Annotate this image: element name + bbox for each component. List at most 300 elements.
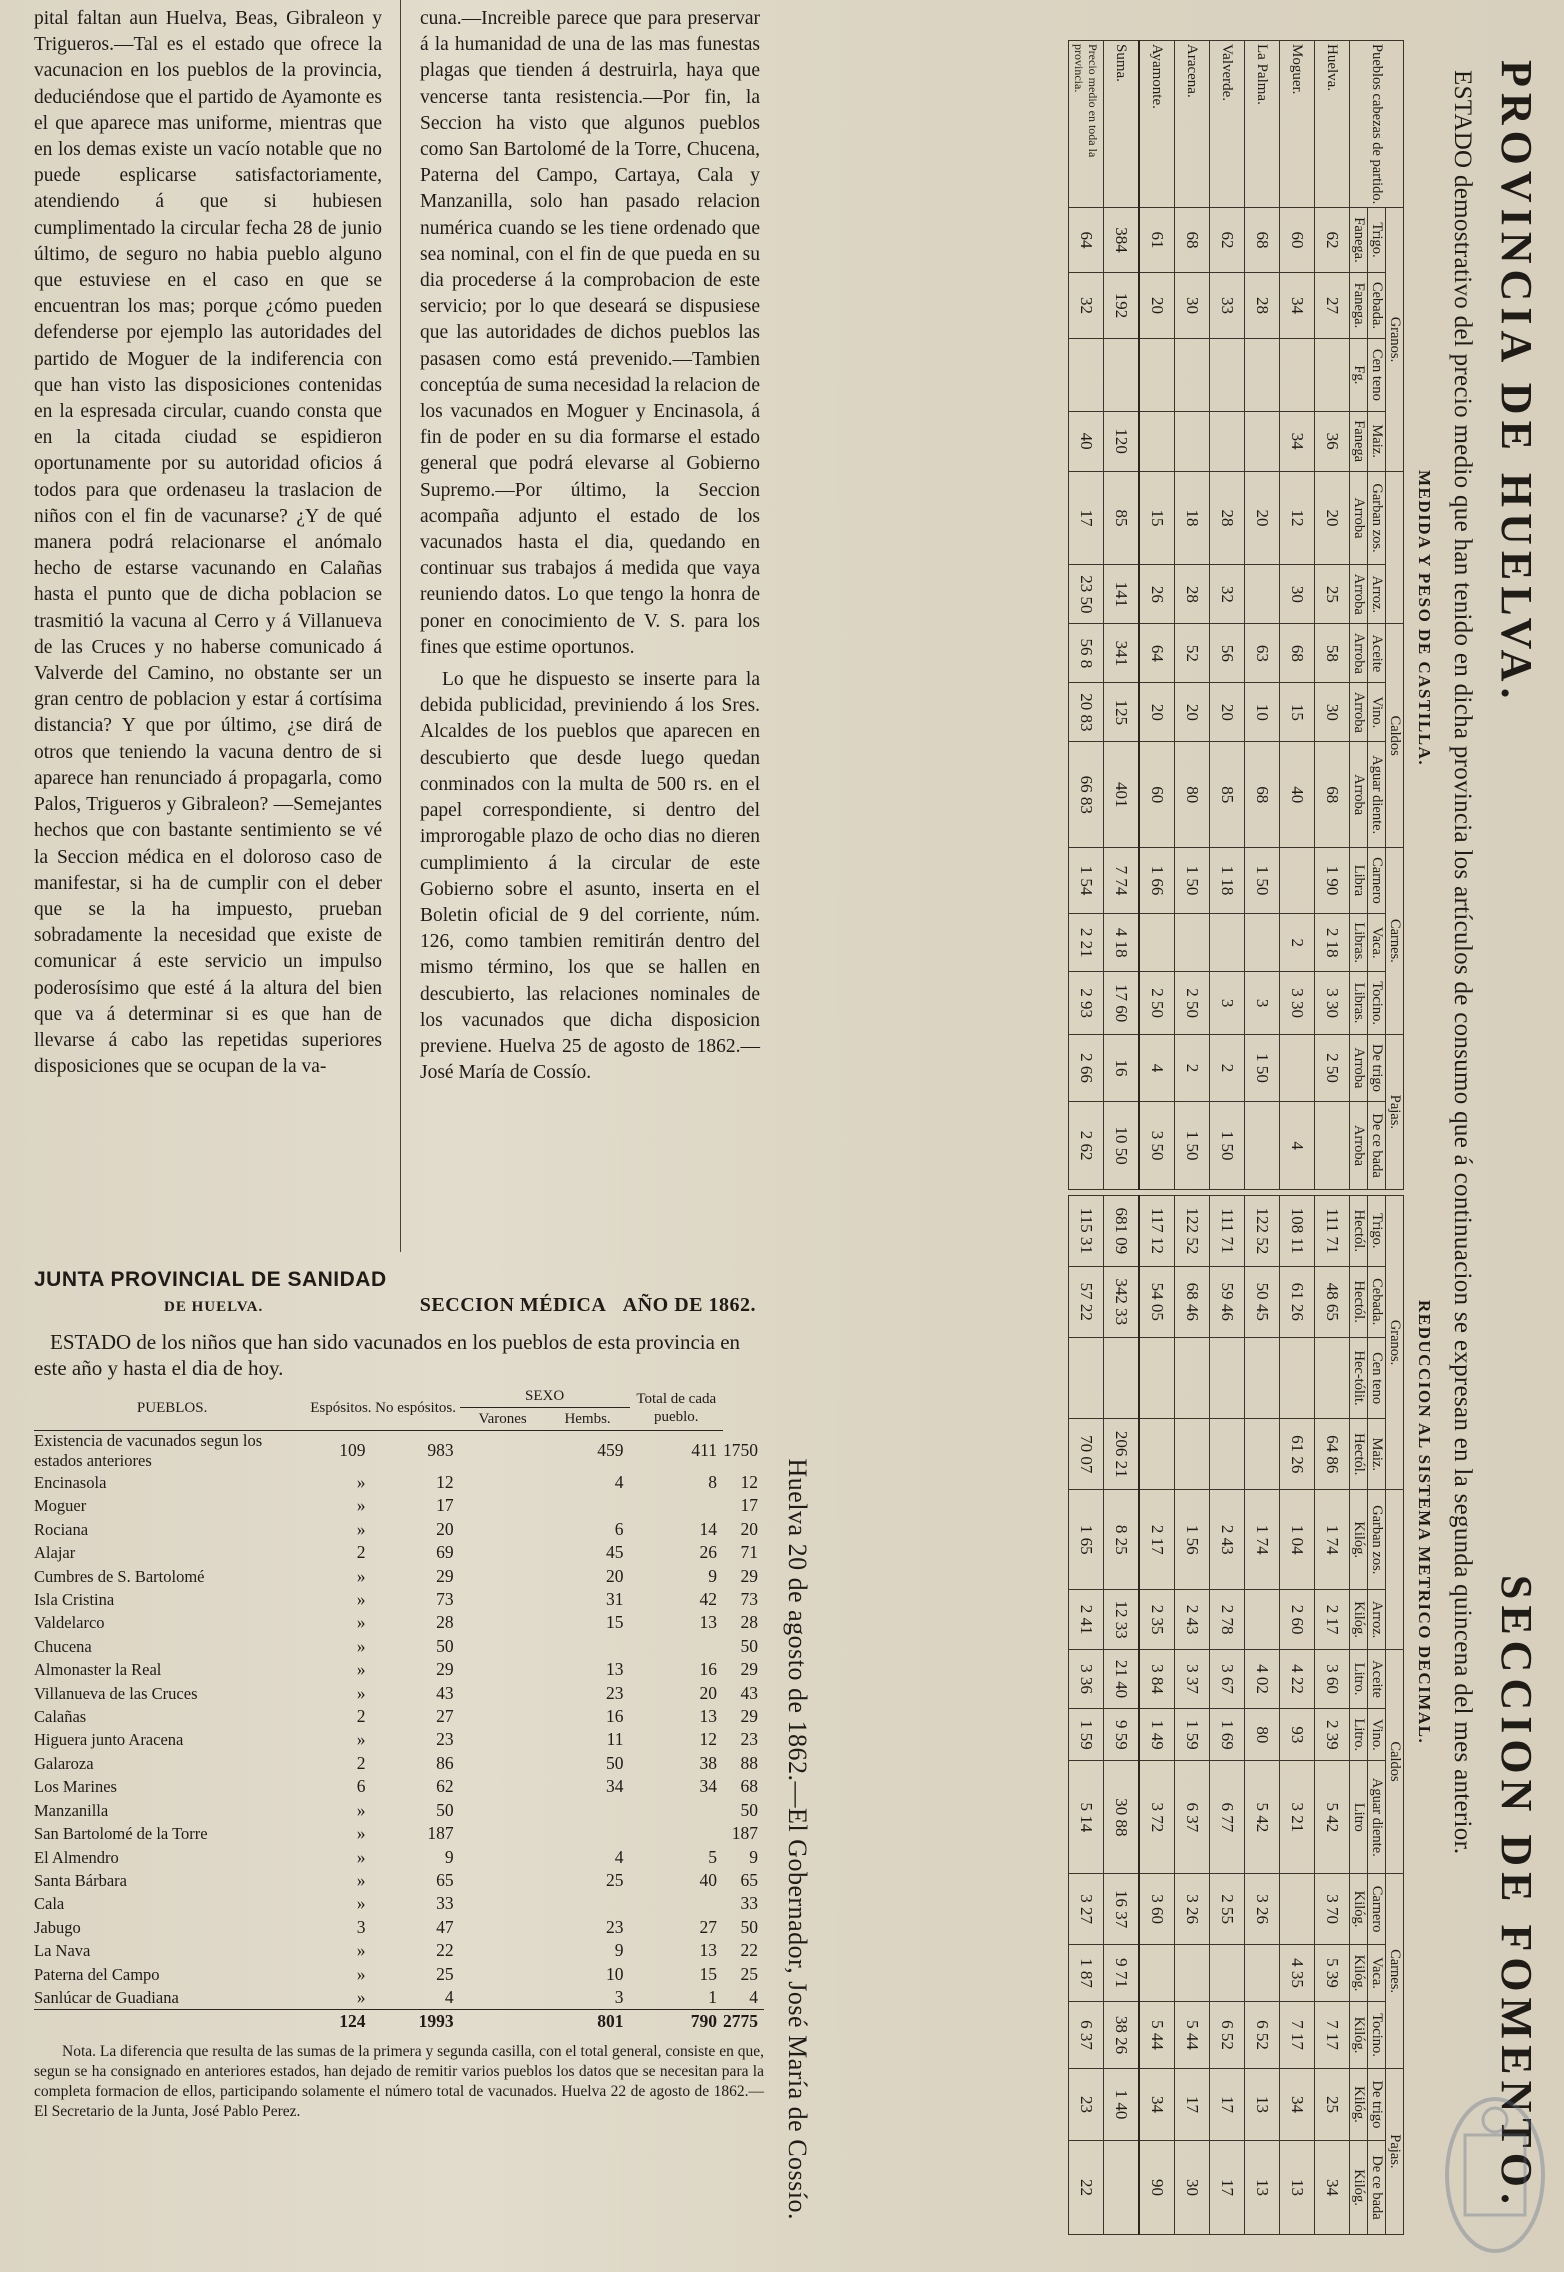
price-cell: 30	[1280, 565, 1315, 624]
estado-heading: ESTADO de los niños que han sido vacunados en los pueblos de esta provincia en este año y hasta el dia de hoy.	[34, 1330, 741, 1380]
th-group-granos: Granos.	[1386, 208, 1404, 471]
th-unit: Arroba	[1350, 624, 1368, 683]
th-col: Trigo.	[1368, 1196, 1386, 1267]
th-unit: Arroba	[1350, 683, 1368, 742]
price-cell: 26	[1139, 565, 1175, 624]
price-cell: 7 17	[1280, 2002, 1315, 2069]
exp-cell: »	[356, 1799, 366, 1820]
th-unit: Arroba	[1350, 565, 1368, 624]
pueblo-cell: Valverde.	[1210, 41, 1245, 208]
hem-cell: 13	[699, 1706, 717, 1727]
decimal-body	[1069, 1196, 1350, 2235]
exp-cell: »	[356, 1589, 366, 1610]
price-cell	[1210, 913, 1245, 972]
price-cell: 1 50	[1210, 1102, 1245, 1190]
suma-cell: 681 09	[1104, 1196, 1140, 1267]
price-cell: 62	[1210, 208, 1245, 272]
medio-cell	[1069, 339, 1104, 411]
price-cell	[1315, 339, 1350, 411]
pueblo-cell: Santa Bárbara	[34, 1870, 127, 1890]
price-cell: 3 21	[1280, 1761, 1315, 1874]
pueblo-cell: La Palma.	[1245, 41, 1280, 208]
medio-cell: 5 14	[1069, 1761, 1104, 1874]
price-cell: 27	[1315, 272, 1350, 338]
price-cell: 15	[1280, 683, 1315, 742]
suma-cell: 384	[1104, 208, 1140, 272]
price-cell: 17	[1210, 2068, 1245, 2140]
exp-cell: »	[356, 1729, 366, 1750]
price-cell: 4 35	[1280, 1944, 1315, 2001]
th-unit: Kilóg.	[1350, 2068, 1368, 2140]
table-row	[34, 1471, 764, 1494]
noexp-cell: 23	[436, 1729, 454, 1750]
medio-row	[1069, 41, 1104, 1190]
exp-cell: »	[356, 1893, 366, 1914]
price-cell: 13	[1280, 2141, 1315, 2235]
price-cell: 1 74	[1315, 1490, 1350, 1590]
price-cell	[1175, 1419, 1210, 1490]
pueblo-cell: Manzanilla	[34, 1800, 109, 1820]
medio-row	[1069, 1196, 1104, 2235]
noexp-cell: 4	[444, 1986, 454, 2007]
noexp-cell: 86	[436, 1752, 454, 1773]
medio-cell: 2 41	[1069, 1590, 1104, 1649]
var-cell: 4	[614, 1472, 624, 1492]
th-sexo	[460, 1385, 630, 1431]
price-cell	[1210, 339, 1245, 411]
total-var: 801	[460, 2010, 630, 2034]
rotated-price-table	[764, 0, 1564, 2272]
price-cell: 3 84	[1139, 1649, 1175, 1708]
table-row	[34, 1611, 764, 1634]
exp-cell: 109	[339, 1440, 366, 1461]
pueblo-cell: Huelva.	[1315, 41, 1350, 208]
price-cell: 30	[1315, 683, 1350, 742]
junta-subtitle	[34, 1294, 764, 1317]
suma-cell: 9 71	[1104, 1944, 1140, 2001]
tot-cell: 71	[740, 1542, 758, 1563]
noexp-cell: 28	[436, 1612, 454, 1633]
price-cell	[1139, 1337, 1175, 1419]
tot-cell: 23	[740, 1729, 758, 1750]
price-cell: 20	[1139, 272, 1175, 338]
table-row	[34, 1846, 764, 1869]
pueblo-cell: Rociana	[34, 1519, 89, 1539]
price-cell: 1 66	[1139, 847, 1175, 913]
junta-seccion	[420, 1294, 756, 1317]
suma-cell: 16	[1104, 1034, 1140, 1101]
var-cell: 3	[614, 1986, 624, 2007]
hem-cell: 16	[699, 1659, 717, 1680]
price-cell	[1175, 411, 1210, 471]
exp-cell: »	[356, 1846, 366, 1867]
table-row	[34, 1658, 764, 1681]
price-cell: 32	[1210, 565, 1245, 624]
price-cell: 12	[1280, 471, 1315, 565]
price-cell: 20	[1175, 683, 1210, 742]
hem-cell: 20	[699, 1682, 717, 1703]
table-row	[1210, 41, 1245, 1190]
tot-cell: 68	[740, 1776, 758, 1797]
table-row	[1175, 1196, 1210, 2235]
th-expositos: Espósitos.	[310, 1385, 371, 1431]
table-row	[34, 1682, 764, 1705]
price-cell	[1175, 1337, 1210, 1419]
suma-cell: 16 37	[1104, 1874, 1140, 1945]
hem-cell: 9	[708, 1565, 717, 1586]
price-cell: 5 44	[1175, 2002, 1210, 2069]
th-unit: Hectól.	[1350, 1196, 1368, 1267]
price-cell: 1 04	[1280, 1490, 1315, 1590]
price-cell	[1315, 1337, 1350, 1419]
table-row	[34, 1986, 764, 2010]
pueblo-cell: Almonaster la Real	[34, 1660, 162, 1680]
medio-cell: 22	[1069, 2141, 1104, 2235]
th-col: Trigo.	[1368, 208, 1386, 272]
var-cell: 20	[606, 1565, 624, 1586]
noexp-cell: 43	[436, 1682, 454, 1703]
th-pueblos-cabeza: Pueblos cabezas de partido.	[1350, 41, 1404, 208]
price-cell: 2 50	[1175, 972, 1210, 1034]
exp-cell: »	[356, 1612, 366, 1633]
medio-cell: 115 31	[1069, 1196, 1104, 1267]
hem-cell: 15	[699, 1963, 717, 1984]
var-cell: 10	[606, 1963, 624, 1984]
price-cell	[1175, 1944, 1210, 2001]
tot-cell: 88	[740, 1752, 758, 1773]
price-cell: 2 78	[1210, 1590, 1245, 1649]
price-cell: 2 39	[1315, 1709, 1350, 1761]
price-cell: 1 74	[1245, 1490, 1280, 1590]
medio-cell: 2 93	[1069, 972, 1104, 1034]
th-unit: Arroba	[1350, 1034, 1368, 1101]
th-group-legumbres	[1386, 1490, 1404, 1650]
price-cell: 6 52	[1210, 2002, 1245, 2069]
price-cell	[1245, 411, 1280, 471]
exp-cell: »	[356, 1682, 366, 1703]
seccion-fomento: SECCION DE FOMENTO.	[1492, 1574, 1541, 2210]
price-cell: 6 37	[1175, 1761, 1210, 1874]
table-row	[1139, 1196, 1175, 2235]
th-unit: Kilóg.	[1350, 2141, 1368, 2235]
medio-cell: 20 83	[1069, 683, 1104, 742]
price-cell: 10	[1245, 683, 1280, 742]
coat-of-arms-watermark	[1440, 2090, 1550, 2260]
price-cell	[1245, 1102, 1280, 1190]
var-cell	[460, 1892, 630, 1915]
price-cell	[1139, 1419, 1175, 1490]
th-col: Cebada.	[1368, 1266, 1386, 1337]
hem-cell: 13	[699, 1940, 717, 1961]
unit-header-row	[1350, 41, 1368, 1190]
price-cell: 80	[1245, 1709, 1280, 1761]
th-col: Carnero	[1368, 847, 1386, 913]
price-cell	[1280, 1337, 1315, 1419]
price-cell: 59 46	[1210, 1266, 1245, 1337]
th-group-pajas: Pajas.	[1386, 2068, 1404, 2234]
gobernador-signature: Huelva 20 de agosto de 1862.—El Gobernador, José María de Cossío.	[783, 1458, 812, 2220]
price-cell: 64	[1139, 624, 1175, 683]
table-row	[34, 1565, 764, 1588]
price-cell: 3 60	[1315, 1649, 1350, 1708]
price-cell: 3 72	[1139, 1761, 1175, 1874]
price-cell: 48 65	[1315, 1266, 1350, 1337]
tot-cell: 29	[740, 1565, 758, 1586]
price-cell: 63	[1245, 624, 1280, 683]
tot-cell: 33	[740, 1893, 758, 1914]
price-cell: 68	[1315, 742, 1350, 848]
tot-cell: 65	[740, 1869, 758, 1890]
tot-cell: 1750	[723, 1440, 758, 1461]
price-cell: 117 12	[1139, 1196, 1175, 1267]
price-cell	[1245, 1419, 1280, 1490]
price-cell	[1245, 1590, 1280, 1649]
pueblo-cell: La Nava	[34, 1941, 91, 1961]
var-cell: 11	[606, 1729, 624, 1750]
price-cell: 1 50	[1175, 847, 1210, 913]
th-unit: Litro	[1350, 1761, 1368, 1874]
nota: Nota. La diferencia que resulta de las sumas de la primera y segunda casilla, con el total general, consiste en que, segun se ha consignado en anteriores estados, han dejado de remitir varios pueblos los datos que se necesitan para la completa formacion de ellos, participando solamente el número total de vacunados. Huelva 22 de agosto de 1862.—El Secretario de la Junta, José Pablo Perez.	[34, 2042, 764, 2120]
th-varones: Varones	[478, 1411, 527, 1427]
noexp-cell: 50	[436, 1799, 454, 1820]
price-cell: 2 17	[1315, 1590, 1350, 1649]
suma-cell: 7 74	[1104, 847, 1140, 913]
th-unit: Kilóg.	[1350, 1590, 1368, 1649]
price-cell: 33	[1210, 272, 1245, 338]
medio-cell: 57 22	[1069, 1266, 1104, 1337]
pueblo-cell: Chucena	[34, 1636, 92, 1656]
hem-cell: 26	[699, 1542, 717, 1563]
price-cell: 1 50	[1175, 1102, 1210, 1190]
total-noexp: 1993	[372, 2010, 460, 2034]
th-unit: Libras.	[1350, 913, 1368, 972]
th-col: Vino.	[1368, 1709, 1386, 1761]
noexp-cell: 73	[436, 1589, 454, 1610]
price-cell: 90	[1139, 2141, 1175, 2235]
table-row	[1175, 41, 1210, 1190]
pueblo-cell: Alajar	[34, 1543, 76, 1563]
medio-cell: 23	[1069, 2068, 1104, 2140]
exp-cell: »	[356, 1565, 366, 1586]
th-unit: Libras.	[1350, 972, 1368, 1034]
price-cell: 60	[1280, 208, 1315, 272]
price-cell: 2	[1175, 1034, 1210, 1101]
price-cell	[1245, 913, 1280, 972]
pueblo-cell: Jabugo	[34, 1917, 81, 1937]
provincia-title	[1491, 60, 1542, 2210]
group-header-row	[1386, 41, 1404, 1190]
vaccination-table	[34, 1385, 764, 2034]
price-cell: 52	[1175, 624, 1210, 683]
th-group-caldos: Caldos	[1386, 1649, 1404, 1873]
th-col: Maiz.	[1368, 411, 1386, 471]
pueblo-cell: San Bartolomé de la Torre	[34, 1824, 208, 1844]
medio-cell: 40	[1069, 411, 1104, 471]
var-cell	[460, 1635, 630, 1658]
table-row	[34, 1892, 764, 1915]
tot-cell: 43	[740, 1682, 758, 1703]
price-cell: 1 90	[1315, 847, 1350, 913]
th-group-carnes: Carnes.	[1386, 847, 1404, 1034]
hem-cell: 14	[699, 1518, 717, 1539]
medio-cell: 2 21	[1069, 913, 1104, 972]
tot-cell: 17	[740, 1495, 758, 1516]
table-row	[1245, 1196, 1280, 2235]
price-cell	[1280, 339, 1315, 411]
th-unit: Litro.	[1350, 1709, 1368, 1761]
price-cell: 4	[1280, 1102, 1315, 1190]
table-row	[34, 1822, 764, 1845]
pueblo-cell: Paterna del Campo	[34, 1964, 160, 1984]
price-cell: 3 60	[1139, 1874, 1175, 1945]
th-group-caldos: Caldos	[1386, 624, 1404, 848]
th-col: De ce bada	[1368, 2141, 1386, 2235]
th-col: Vaca.	[1368, 1944, 1386, 2001]
th-col: Cen teno	[1368, 339, 1386, 411]
var-cell: 15	[606, 1612, 624, 1633]
price-cell	[1280, 847, 1315, 913]
pueblo-cell: Higuera junto Aracena	[34, 1730, 184, 1750]
suma-cell: 206 21	[1104, 1419, 1140, 1490]
th-unit: Kilóg.	[1350, 1490, 1368, 1590]
price-cell: 122 52	[1175, 1196, 1210, 1267]
var-cell: 50	[606, 1752, 624, 1773]
th-unit: Arroba	[1350, 1102, 1368, 1190]
castilla-subtitle: MEDIDA Y PESO DE CASTILLA.	[1415, 470, 1434, 767]
price-cell: 60	[1139, 742, 1175, 848]
suma-cell: 342 33	[1104, 1266, 1140, 1337]
suma-cell: 401	[1104, 742, 1140, 848]
exp-cell: »	[356, 1986, 366, 2007]
totals-row	[34, 2010, 764, 2034]
estado-demostrativo: ESTADO demostrativo del precio medio que han tenido en dicha provincia los artículos de consumo que á continuacion se expresan en la segunda quincena del mes anterior.	[1449, 70, 1476, 1855]
var-cell: 31	[606, 1589, 624, 1610]
price-cell: 93	[1280, 1709, 1315, 1761]
article-text-2: cuna.—Increible parece que para preservar á la humanidad de una de las mas funestas plagas que tienden á destruirla, haya que vencerse tanta resistencia.—Por fin, la Seccion ha visto que algunos pueblos como San Bartolomé de la Torre, Chucena, Paterna del Campo, Cartaya, Cala y Manzanilla, solo han pasado relacion numérica cuando se les tiene ordenado que sea nominal, con el fin de que pueda en su dia procederse á la comprobacion de este servicio; por lo que deseará se dispusiese que las autoridades de dichos pueblos las pasasen como está prevenido.—Tambien conceptúa de suma necesidad la relacion de los vacunados en Moguer y Encinasola, á fin de poder en su dia formarse el estado general que podrá elevarse al Gobierno Supremo.—Por último, la Seccion acompaña adjunto el estado de los vacunados hasta el dia, quedando en continuar sus trabajos á medida que vaya reuniendo datos. Lo que tengo la honra de poner en conocimiento de V. S. para los fines que estime oportunos.	[420, 8, 761, 658]
price-cell: 17	[1175, 2068, 1210, 2140]
price-cell: 3 26	[1175, 1874, 1210, 1945]
pueblo-cell: El Almendro	[34, 1847, 119, 1867]
th-group-pajas: Pajas.	[1386, 1034, 1404, 1189]
tot-cell: 50	[740, 1916, 758, 1937]
exp-cell: »	[356, 1495, 366, 1516]
th-col: Cebada.	[1368, 272, 1386, 338]
hem-cell: 38	[699, 1752, 717, 1773]
pueblo-cell: Galaroza	[34, 1753, 94, 1773]
price-cell: 68	[1245, 742, 1280, 848]
price-cell: 5 44	[1139, 2002, 1175, 2069]
price-cell: 34	[1280, 272, 1315, 338]
th-col: De trigo	[1368, 1034, 1386, 1101]
var-cell: 45	[606, 1542, 624, 1563]
price-cell: 7 17	[1315, 2002, 1350, 2069]
exp-cell: »	[356, 1472, 366, 1492]
th-col: Aguar diente.	[1368, 1761, 1386, 1874]
price-cell: 61 26	[1280, 1419, 1315, 1490]
th-unit: Fanega.	[1350, 272, 1368, 338]
var-cell	[460, 1494, 630, 1517]
medio-cell: 17	[1069, 471, 1104, 565]
th-col: Arroz.	[1368, 565, 1386, 624]
article-text-1: pital faltan aun Huelva, Beas, Gibraleon y Trigueros.—Tal es el estado que ofrece la vacunacion en los pueblos de la provincia, deduciéndose que el partido de Ayamonte es el que aparece mas uniforme, mientras que en los demas existe un vacío notable que no puede esplicarse satisfactoriamente, atendiendo á que si hubiesen cumplimentado la circular fecha 28 de junio último, de seguro no habia pueblo alguno que estuviese en el caso en que se encuentran los mas; porque ¿cómo pueden defenderse por ejemplo las autoridades del partido de Moguer de la indiferencia con que han visto las disposiciones contenidas en la espresada circular, cuando consta que en la citada ciudad se espidieron oportunamente por su autoridad oficios á todos para que ordenaseu la traslacion de niños con el fin de vacunarse? ¿Y de qué manera podrá relacionarse el anómalo hecho de estarse vacunando en Calañas hasta el punto que de dicha poblacion se trasmitió la vacuna al Cerro y á Villanueva de las Cruces y no haberse comunicado á Valverde del Camino, no obstante ser un gran centro de poblacion y estar á cortísima distancia? Y que por último, ¿se dirá de otros que teniendo la vacuna dentro de si aparece han renunciado á propagarla, como Palos, Trigueros y Gibraleon? —Semejantes hechos que con bastante sentimiento se vé la Seccion médica en el doloroso caso de manifestar, si ha de cumplir con el deber que se la ha impuesto, prueban sobradamente la necesidad que existe de comunicar á este servicio un impulso poderosísimo que esté á la altura del bien que va á determinar si es que han de llevarse á cabo las repetidas superiores disposiciones que se ocupan de la va-	[34, 8, 382, 1078]
price-cell	[1245, 339, 1280, 411]
rotated-inner	[764, 0, 1564, 2272]
suma-cell: 85	[1104, 471, 1140, 565]
medio-cell: 23 50	[1069, 565, 1104, 624]
exp-cell: 2	[356, 1752, 366, 1773]
table-row	[1280, 1196, 1315, 2235]
hem-cell: 1	[708, 1986, 717, 2007]
price-cell: 2 43	[1210, 1490, 1245, 1590]
pueblo-cell: Cumbres de S. Bartolomé	[34, 1566, 205, 1586]
price-cell: 6 77	[1210, 1761, 1245, 1874]
table-row	[34, 1431, 764, 1472]
price-cell: 85	[1210, 742, 1245, 848]
group-header-row	[1386, 1196, 1404, 2235]
column-header-row	[1368, 1196, 1386, 2235]
noexp-cell: 187	[427, 1823, 454, 1844]
th-col: De trigo	[1368, 2068, 1386, 2140]
var-cell: 16	[606, 1706, 624, 1727]
noexp-cell: 17	[436, 1495, 454, 1516]
var-cell: 4	[614, 1846, 624, 1867]
medio-cell: 2 62	[1069, 1102, 1104, 1190]
vaccination-report	[34, 1268, 764, 2122]
price-cell: 1 59	[1175, 1709, 1210, 1761]
var-cell: 34	[606, 1776, 624, 1797]
price-cell: 3 37	[1175, 1649, 1210, 1708]
price-cell: 15	[1139, 471, 1175, 565]
price-cell: 28	[1245, 272, 1280, 338]
suma-cell: 141	[1104, 565, 1140, 624]
table-row	[1315, 1196, 1350, 2235]
suma-cell: 9 59	[1104, 1709, 1140, 1761]
hem-cell: 13	[699, 1612, 717, 1633]
suma-cell	[1104, 1337, 1140, 1419]
price-cell: 34	[1280, 2068, 1315, 2140]
column-divider	[400, 0, 401, 1252]
price-cell: 54 05	[1139, 1266, 1175, 1337]
noexp-cell: 33	[436, 1893, 454, 1914]
noexp-cell: 27	[436, 1706, 454, 1727]
provincia-heading: PROVINCIA DE HUELVA.	[1492, 60, 1541, 705]
var-cell: 9	[614, 1940, 624, 1961]
price-cell: 28	[1210, 471, 1245, 565]
price-cell	[1139, 339, 1175, 411]
tot-cell: 50	[740, 1635, 758, 1656]
th-group-carnes: Carnes.	[1386, 1874, 1404, 2069]
price-cell: 3 30	[1315, 972, 1350, 1034]
hem-cell: 5	[708, 1846, 717, 1867]
pueblo-cell: Valdelarco	[34, 1613, 105, 1633]
price-cell: 80	[1175, 742, 1210, 848]
hem-cell: 8	[708, 1472, 717, 1492]
price-cell: 40	[1280, 742, 1315, 848]
price-cell: 3	[1210, 972, 1245, 1034]
price-cell	[1245, 565, 1280, 624]
price-cell: 1 18	[1210, 847, 1245, 913]
table-row	[34, 1939, 764, 1962]
suma-cell	[1104, 339, 1140, 411]
tot-cell: 28	[740, 1612, 758, 1633]
table-row	[34, 1728, 764, 1751]
decimal-subtitle: REDUCCION AL SISTEMA METRICO DECIMAL.	[1415, 1300, 1434, 1745]
hem-cell	[630, 1494, 723, 1517]
hem-cell	[630, 1635, 723, 1658]
exp-cell: »	[356, 1635, 366, 1656]
hem-cell: 27	[699, 1916, 717, 1937]
price-cell	[1210, 1944, 1245, 2001]
